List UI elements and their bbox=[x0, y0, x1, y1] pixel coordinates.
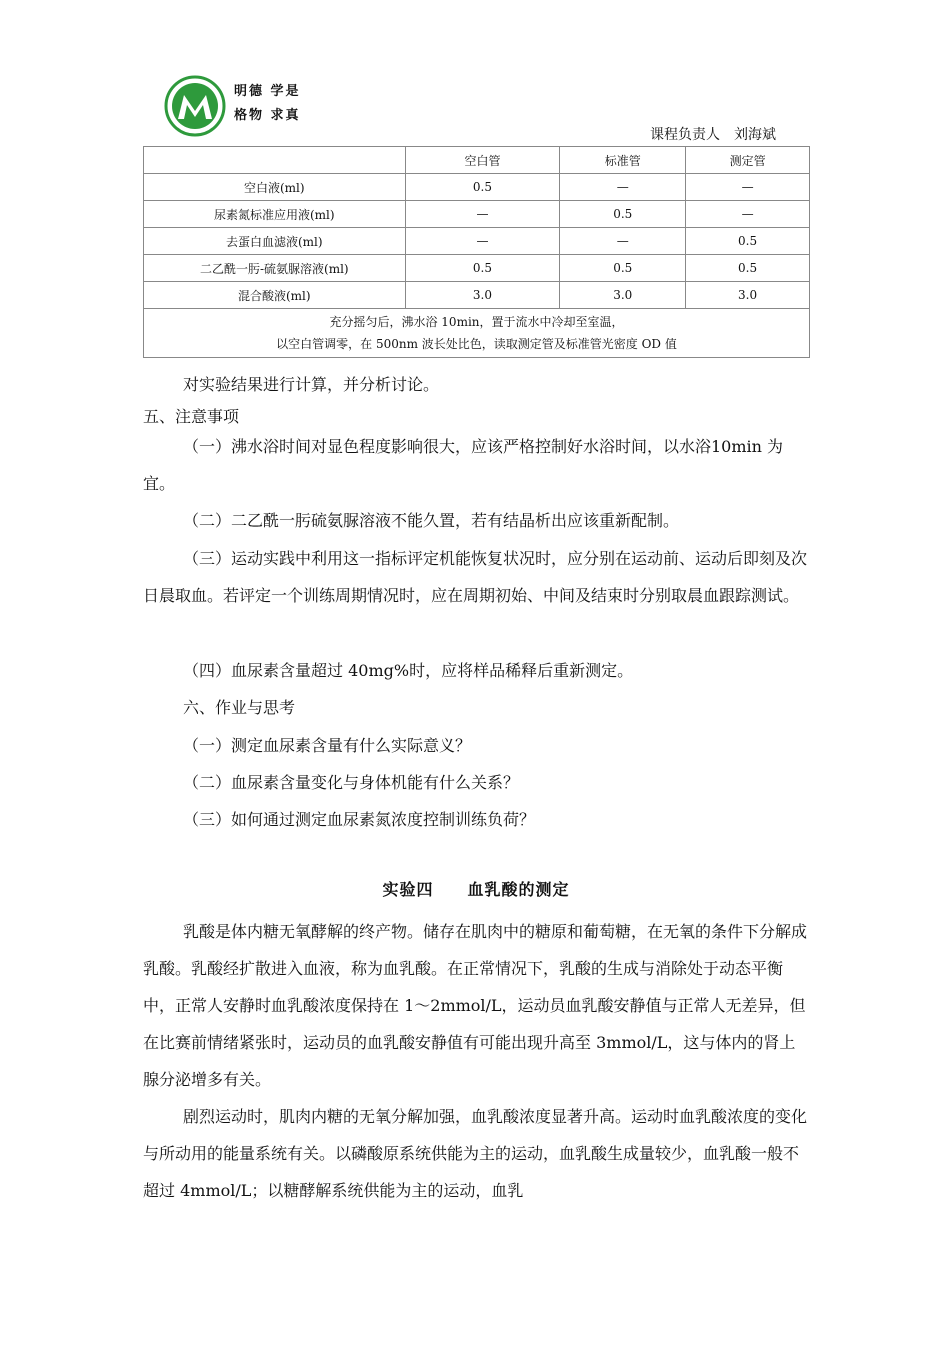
table-cell: 3.0 bbox=[405, 282, 560, 309]
paragraph-calculation: 对实验结果进行计算，并分析讨论。 bbox=[183, 375, 440, 394]
table-cell: 3.0 bbox=[560, 282, 686, 309]
section-heading-assignments: 六、作业与思考 bbox=[183, 698, 296, 717]
table-cell: 0.5 bbox=[686, 255, 810, 282]
table-cell: — bbox=[405, 201, 560, 228]
question-item: （三）如何通过测定血尿素氮浓度控制训练负荷？ bbox=[183, 810, 536, 829]
motto bbox=[234, 80, 301, 128]
table-row bbox=[144, 282, 810, 309]
table-header-cell: 标准管 bbox=[560, 147, 686, 174]
course-responsible: 课程负责人 刘海斌 bbox=[650, 127, 776, 143]
table-cell: 0.5 bbox=[405, 255, 560, 282]
table-cell: — bbox=[560, 228, 686, 255]
table-cell: 0.5 bbox=[560, 255, 686, 282]
experiment-title: 实验四 血乳酸的测定 bbox=[382, 880, 570, 899]
paragraph: 乳酸是体内糖无氧酵解的终产物。储存在肌肉中的糖原和葡萄糖，在无氧的条件下分解成乳酸。乳酸经扩散进入血液，称为血乳酸。在正常情况下，乳酸的生成与消除处于动态平衡中，正常人安静时血乳酸浓度保持在 1～2mmol/L，运动员血乳酸安静值与正常人无差异，但在比赛前情绪紧张时，运动员的血乳酸安静值有可能出现升高至 3mmol/L，这与体内的肾上腺分泌增多有关。 bbox=[143, 922, 808, 1089]
table-header-cell: 空白管 bbox=[405, 147, 560, 174]
table-cell: 去蛋白血滤液(ml) bbox=[144, 228, 406, 255]
table-row bbox=[144, 255, 810, 282]
table-row bbox=[144, 201, 810, 228]
table-header-row bbox=[144, 147, 810, 174]
table-header-cell bbox=[144, 147, 406, 174]
table-cell: 混合酸液(ml) bbox=[144, 282, 406, 309]
table-note-line-2: 以空白管调零，在 500nm 波长处比色，读取测定管及标准管光密度 OD 值 bbox=[276, 337, 677, 351]
section-heading-precautions: 五、注意事项 bbox=[143, 407, 240, 426]
table-cell: 尿素氮标准应用液(ml) bbox=[144, 201, 406, 228]
reagent-table bbox=[143, 146, 810, 358]
table-cell: 3.0 bbox=[686, 282, 810, 309]
question-item: （一）测定血尿素含量有什么实际意义？ bbox=[183, 736, 472, 755]
table-cell: — bbox=[405, 228, 560, 255]
table-note-line-1: 充分摇匀后，沸水浴 10min，置于流水中冷却至室温， bbox=[329, 315, 624, 329]
precaution-item: （四）血尿素含量超过 40mg%时，应将样品稀释后重新测定。 bbox=[183, 661, 634, 680]
table-note-row bbox=[144, 309, 810, 358]
table-cell: 0.5 bbox=[686, 228, 810, 255]
table-cell: 0.5 bbox=[405, 174, 560, 201]
table-cell: 0.5 bbox=[560, 201, 686, 228]
table-cell: 空白液(ml) bbox=[144, 174, 406, 201]
motto-line-2: 格物 求真 bbox=[234, 108, 301, 123]
motto-line-1: 明德 学是 bbox=[234, 84, 301, 99]
university-logo bbox=[164, 75, 226, 137]
precaution-item: （二）二乙酰一肟硫氨脲溶液不能久置，若有结晶析出应该重新配制。 bbox=[183, 511, 680, 530]
precaution-item: （一）沸水浴时间对显色程度影响很大，应该严格控制好水浴时间，以水浴10min 为宜。 bbox=[143, 437, 784, 493]
table-row bbox=[144, 174, 810, 201]
question-item: （二）血尿素含量变化与身体机能有什么关系？ bbox=[183, 773, 520, 792]
table-cell: 二乙酰一肟-硫氨脲溶液(ml) bbox=[144, 255, 406, 282]
table-cell: — bbox=[686, 201, 810, 228]
table-row bbox=[144, 228, 810, 255]
table-note bbox=[144, 309, 810, 358]
table-cell: — bbox=[560, 174, 686, 201]
table-header-cell: 测定管 bbox=[686, 147, 810, 174]
table-cell: — bbox=[686, 174, 810, 201]
paragraph: 剧烈运动时，肌肉内糖的无氧分解加强，血乳酸浓度显著升高。运动时血乳酸浓度的变化与所动用的能量系统有关。以磷酸原系统供能为主的运动，血乳酸生成量较少，血乳酸一般不超过 4mmol/L；以糖酵解系统供能为主的运动，血乳 bbox=[143, 1107, 808, 1200]
precaution-item: （三）运动实践中利用这一指标评定机能恢复状况时，应分别在运动前、运动后即刻及次日晨取血。若评定一个训练周期情况时，应在周期初始、中间及结束时分别取晨血跟踪测试。 bbox=[143, 549, 808, 605]
